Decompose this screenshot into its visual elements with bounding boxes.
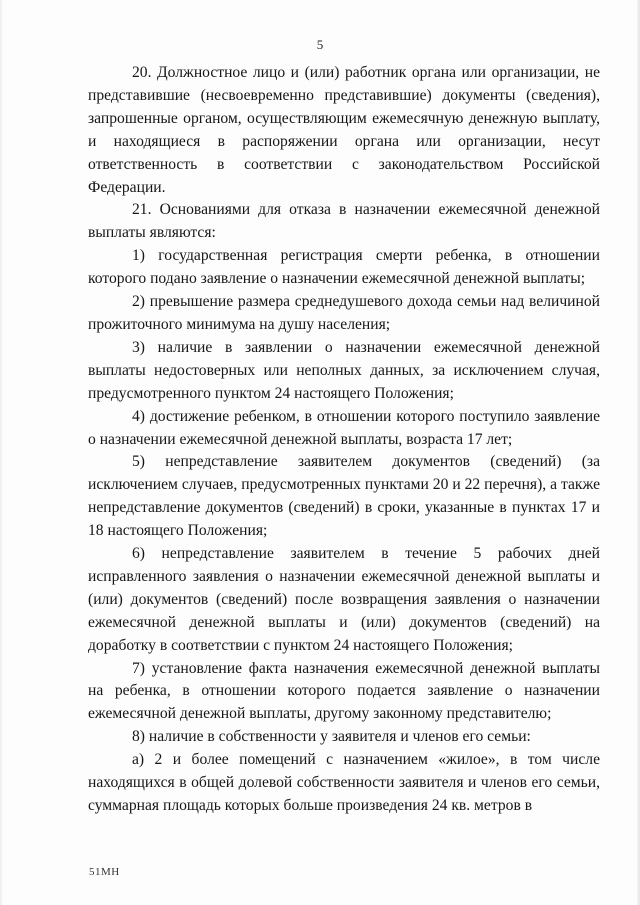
list-item-1: 1) государственная регистрация смерти ребенка, в отношении которого подано заявление о назначении ежемесячной денежной выплаты;: [88, 247, 600, 288]
list-item-6: 6) непредставление заявителем в течение 5 рабочих дней исправленного заявления о назначении ежемесячной денежной выплаты и (или) документов (сведений) после возвращения заявления о назначении ежемесячной денежной выплаты и (или) документов (сведений) на доработку в соответствии с пунктом 24 настоящего Положения;: [88, 545, 600, 654]
list-item-7: 7) установление факта назначения ежемесячной денежной выплаты на ребенка, в отношении которого подается заявление о назначении ежемесячной денежной выплаты, другому законному представителю;: [88, 659, 600, 723]
list-item-3: 3) наличие в заявлении о назначении ежемесячной денежной выплаты недостоверных или неполных данных, за исключением случая, предусмотренного пунктом 24 настоящего Положения;: [88, 338, 600, 402]
paragraph-20: 20. Должностное лицо и (или) работник органа или организации, не представившие (несвоевременно представившие) документы (сведения), запрошенные органом, осуществляющим ежемесячную денежную выплату, и находящиеся в распоряжении органа или организации, несут ответственность в соответствии с законодательством Российской Федерации.: [88, 64, 600, 196]
page-number: 5: [316, 37, 324, 52]
list-item-5: 5) непредставление заявителем документов (сведений) (за исключением случаев, предусмотренных пунктами 20 и 22 перечня), а также непредставление документов (сведений) в сроки, указанные в пунктах 17 и 18 настоящего Положения;: [88, 453, 600, 540]
paragraph-21: 21. Основаниями для отказа в назначении ежемесячной денежной выплаты являются:: [88, 201, 600, 242]
list-item-8: 8) наличие в собственности у заявителя и членов его семьи:: [132, 728, 531, 746]
list-item-2: 2) превышение размера среднедушевого дохода семьи над величиной прожиточного минимума на душу населения;: [88, 293, 600, 333]
scan-edge-left: [0, 0, 2, 905]
list-item-4: 4) достижение ребенком, в отношении которого поступило заявление о назначении ежемесячной денежной выплаты, возраста 17 лет;: [88, 407, 600, 448]
document-body: [88, 62, 600, 818]
sub-item-a: а) 2 и более помещений с назначением «жилое», в том числе находящихся в общей долевой собственности заявителя и членов его семьи, суммарная площадь которых больше произведения 24 кв. метров в: [88, 751, 600, 814]
footer-code: 51МН: [89, 866, 120, 878]
